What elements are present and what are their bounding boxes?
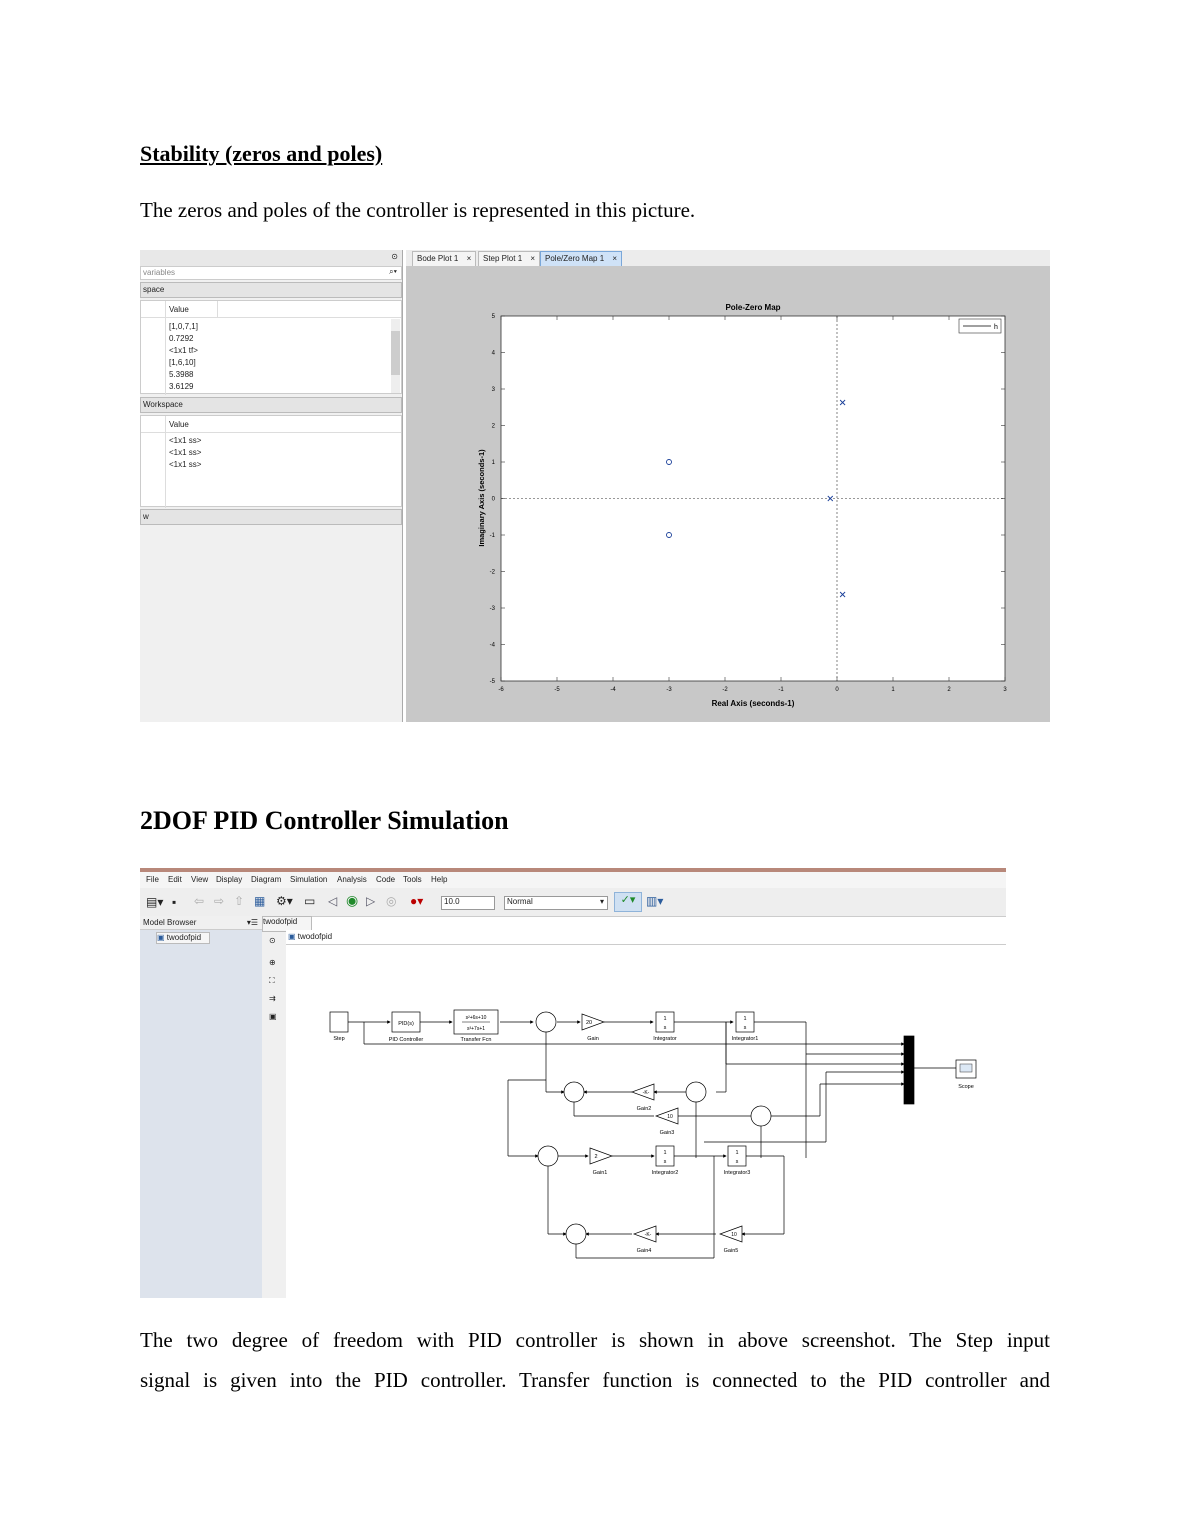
menu-help[interactable]: Help [431, 875, 448, 884]
model-icon: ▣ [157, 933, 165, 942]
model-ws-value[interactable]: <1x1 ss> [169, 448, 202, 457]
step-block [330, 1012, 348, 1032]
pid-label: PID Controller [388, 1037, 424, 1043]
figure-tabs [406, 250, 1050, 267]
simulink-screenshot [140, 868, 1006, 1298]
explorer-icon[interactable]: ▭ [304, 894, 316, 908]
y-tick-label: -3 [489, 606, 495, 612]
y-tick-label: 3 [491, 387, 495, 393]
menu-view[interactable]: View [191, 875, 209, 884]
gain4-value: -K- [644, 1232, 652, 1238]
close-icon: × [466, 254, 472, 263]
pid-text: PID(s) [398, 1021, 414, 1027]
integrator3-label: Integrator3 [723, 1170, 751, 1176]
model-browser [140, 916, 263, 1298]
y-tick-label: 5 [491, 314, 495, 320]
ws-value[interactable]: [1,0,7,1] [169, 322, 198, 331]
section-heading-2dof: 2DOF PID Controller Simulation [140, 806, 509, 835]
chevron-down-icon: ▾ [599, 897, 604, 906]
menu-edit[interactable]: Edit [168, 875, 182, 884]
search-icon[interactable]: ⌕▾ [389, 267, 397, 276]
step-forward-icon[interactable]: ▷ [366, 894, 376, 908]
int-den: s [663, 1025, 667, 1031]
y-tick-label: 0 [491, 496, 495, 503]
check-icon[interactable]: ✓▾ [614, 892, 642, 912]
up-icon[interactable]: ⇧ [234, 894, 245, 908]
breadcrumb[interactable]: ▣ twodofpid [288, 932, 333, 941]
sum-block [686, 1082, 706, 1102]
close-icon: × [530, 254, 536, 263]
settings-icon[interactable]: ⚙▾ [276, 894, 293, 908]
x-tick-label: 2 [947, 687, 951, 693]
gain-label: Gain [587, 1036, 599, 1042]
gain-value: 20 [585, 1020, 593, 1026]
x-tick-label: 3 [1003, 687, 1007, 693]
section-heading-stability: Stability (zeros and poles) [140, 141, 383, 166]
arrow-icon[interactable]: ⇉ [269, 994, 276, 1003]
tf-numerator: s²+6s+10 [465, 1015, 487, 1021]
back-icon[interactable]: ⇦ [194, 894, 205, 908]
menu-display[interactable]: Display [216, 875, 243, 884]
workspace-header[interactable]: space [140, 282, 402, 298]
gain2-value: -K- [642, 1090, 650, 1096]
y-tick-label: -4 [489, 642, 495, 649]
chart-xlabel: Real Axis (seconds-1) [711, 699, 795, 708]
tf-denominator: s³+7s+1 [466, 1026, 486, 1032]
menu-diagram[interactable]: Diagram [251, 875, 282, 884]
plot-area [406, 266, 1050, 722]
sum-block [751, 1106, 771, 1126]
x-tick-label: -4 [610, 687, 616, 693]
integrator2-label: Integrator2 [651, 1170, 679, 1176]
browser-menu-icon[interactable]: ▾☰ [246, 918, 258, 927]
sum-block [564, 1082, 584, 1102]
stop-icon[interactable]: ◎ [386, 894, 397, 908]
pole-zero-chart[interactable] [406, 266, 1050, 722]
model-ws-value[interactable]: <1x1 ss> [169, 460, 202, 469]
sum-block [538, 1146, 558, 1166]
simulation-paragraph-line2: signal is given into the PID controller. Transfer function is connected to the PID controller and [140, 1368, 1050, 1392]
model-workspace-list [140, 415, 402, 507]
x-tick-label: -3 [666, 687, 672, 693]
hide-icon[interactable]: ⊙ [269, 936, 276, 945]
bottom-panel-header[interactable]: w [140, 509, 402, 525]
gain1-block [590, 1148, 612, 1164]
toolbar [140, 888, 1006, 917]
gain2-label: Gain2 [636, 1106, 652, 1112]
menu-analysis[interactable]: Analysis [337, 875, 367, 884]
x-tick-label: -5 [554, 687, 560, 693]
scrollbar[interactable] [391, 319, 400, 393]
y-tick-label: -5 [489, 679, 495, 685]
workspace-panel [140, 250, 403, 722]
run-icon[interactable]: ◉ [346, 892, 359, 908]
matlab-screenshot [140, 250, 1050, 722]
chart-ylabel: Imaginary Axis (seconds-1) [477, 449, 486, 547]
gain3-label: Gain3 [659, 1130, 675, 1136]
integrator1-label: Integrator1 [731, 1036, 759, 1042]
scope-label: Scope [958, 1084, 974, 1090]
model-workspace-header[interactable]: Workspace [140, 397, 402, 413]
y-tick-label: -1 [489, 533, 495, 539]
legend-label: h [994, 324, 998, 331]
simulation-mode-select[interactable]: Normal ▾ [504, 896, 608, 910]
ws-value[interactable]: 5.3988 [169, 370, 194, 379]
step-back-icon[interactable]: ◁ [328, 894, 338, 908]
tab-bode-plot[interactable]: Bode Plot 1 × [412, 251, 476, 267]
model-ws-value[interactable]: <1x1 ss> [169, 436, 202, 445]
int-den: s [743, 1025, 747, 1031]
gain4-label: Gain4 [636, 1248, 652, 1254]
model-canvas [286, 930, 1006, 1298]
model-browser-title: Model Browser [143, 918, 197, 927]
int-den: s [735, 1159, 739, 1165]
tf-label: Transfer Fcn [460, 1037, 492, 1043]
x-tick-label: -6 [498, 687, 504, 693]
y-tick-label: 1 [491, 460, 495, 466]
menu-file[interactable]: File [146, 875, 159, 884]
chart-legend [959, 319, 1001, 333]
gain1-value: 2 [594, 1154, 598, 1160]
step-label: Step [333, 1036, 345, 1042]
int-num: 1 [735, 1150, 739, 1156]
value-column-header[interactable]: Value [169, 305, 189, 314]
ws-value[interactable]: 0.7292 [169, 334, 194, 343]
search-variables-input[interactable]: variables [143, 268, 176, 277]
integrator-label: Integrator [653, 1036, 677, 1042]
gain5-value: 10 [731, 1232, 737, 1238]
x-tick-label: 1 [891, 687, 895, 693]
simulation-paragraph-line1: The two degree of freedom with PID controller is shown in above screenshot. The Step input [140, 1328, 1050, 1352]
int-num: 1 [663, 1016, 667, 1022]
menu-tools[interactable]: Tools [403, 875, 422, 884]
x-tick-label: -2 [722, 687, 728, 693]
chart-icon[interactable]: ▥▾ [646, 894, 664, 908]
value-column-header[interactable]: Value [169, 420, 189, 429]
sum-block [566, 1224, 586, 1244]
int-num: 1 [663, 1150, 667, 1156]
sum-block [536, 1012, 556, 1032]
fit-view-icon[interactable]: ⛶ [269, 976, 275, 985]
forward-icon[interactable]: ⇨ [214, 894, 225, 908]
stability-paragraph: The zeros and poles of the controller is represented in this picture. [140, 198, 696, 222]
library-icon[interactable]: ▦ [254, 894, 266, 908]
panel-titlebar [140, 250, 402, 266]
menu-code[interactable]: Code [376, 875, 396, 884]
ws-value[interactable]: 3.6129 [169, 382, 194, 391]
y-tick-label: -2 [489, 569, 495, 576]
block-diagram [286, 944, 1006, 1298]
panel-menu-icon[interactable]: ⊙ [391, 252, 398, 261]
annotation-icon[interactable]: ▣ [269, 1012, 277, 1021]
gain1-label: Gain1 [592, 1170, 608, 1176]
int-den: s [663, 1159, 667, 1165]
x-tick-label: 0 [835, 687, 839, 693]
y-tick-label: 4 [491, 350, 495, 357]
record-icon[interactable]: ●▾ [410, 894, 424, 908]
model-tree-item[interactable]: ▣ twodofpid [156, 932, 210, 944]
tab-pole-zero-map[interactable]: Pole/Zero Map 1 × [540, 251, 622, 267]
model-icon: ▣ [288, 932, 296, 941]
save-icon[interactable]: ▪ [172, 895, 177, 909]
zoom-icon[interactable]: ⊕ [269, 958, 276, 967]
new-model-icon[interactable]: ▤▾ [146, 895, 164, 909]
menu-simulation[interactable]: Simulation [290, 875, 328, 884]
tab-twodofpid[interactable]: twodofpid [262, 916, 312, 932]
chart-title: Pole-Zero Map [725, 303, 781, 312]
gain5-label: Gain5 [723, 1248, 739, 1254]
ws-value[interactable]: <1x1 tf> [169, 346, 198, 355]
int-num: 1 [743, 1016, 747, 1022]
canvas-tools [262, 916, 287, 1298]
gain3-value: 10 [667, 1114, 673, 1120]
workspace-list [140, 300, 402, 394]
menu-bar [140, 872, 1006, 888]
y-tick-label: 2 [491, 423, 495, 430]
close-icon: × [612, 254, 618, 263]
tab-step-plot[interactable]: Step Plot 1 × [478, 251, 540, 267]
mux-block [904, 1036, 914, 1104]
ws-value[interactable]: [1,6,10] [169, 358, 196, 367]
x-tick-label: -1 [778, 687, 784, 693]
stop-time-input[interactable]: 10.0 [441, 896, 495, 910]
